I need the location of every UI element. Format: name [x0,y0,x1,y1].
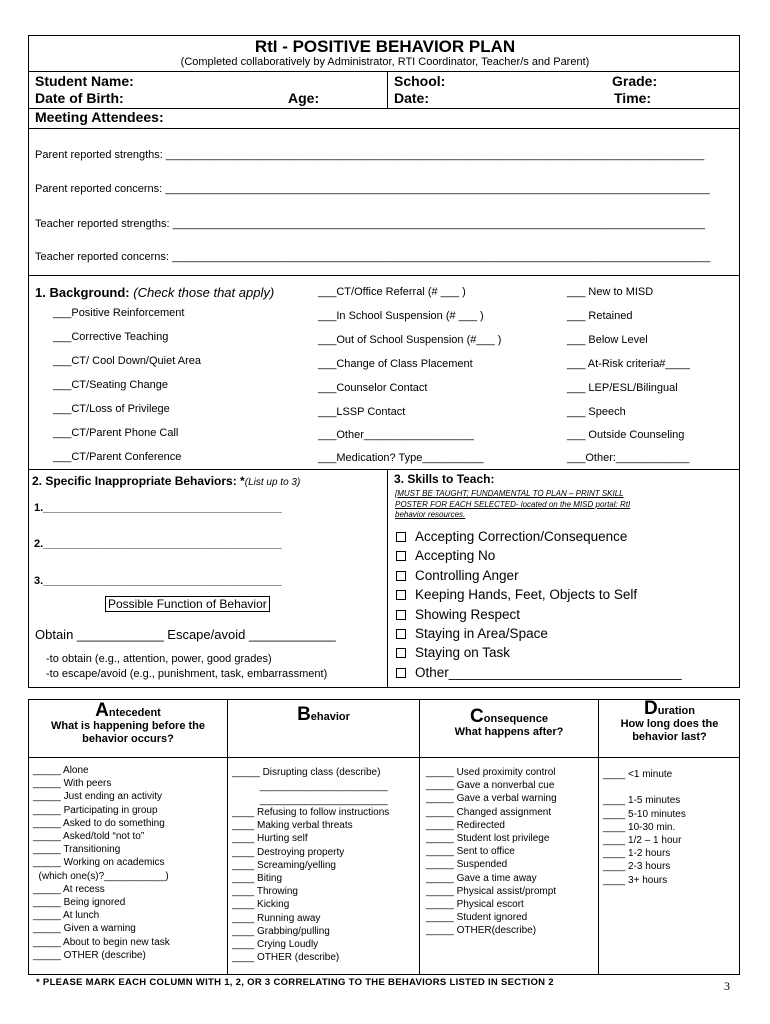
background-option[interactable]: ___Other:____________ [567,452,690,464]
antecedent-option[interactable]: _____ Working on academics [33,857,165,869]
skills-note-line: behavior resources. [395,510,466,519]
background-option[interactable]: ___CT/ Cool Down/Quiet Area [53,355,201,367]
behavior-option[interactable]: ____ Making verbal threats [232,820,353,832]
duration-list [603,768,686,887]
duration-option[interactable]: ____ 2-3 hours [603,861,671,873]
background-option[interactable]: ___ Speech [567,406,626,418]
background-option[interactable]: ___ Outside Counseling [567,429,685,441]
background-option[interactable]: ___CT/Loss of Privilege [53,403,170,415]
divider [28,71,740,72]
consequence-option[interactable]: _____ Gave a time away [426,872,537,884]
antecedent-option[interactable]: (which one(s)?___________) [33,870,169,882]
skill-item[interactable] [396,548,682,567]
consequence-option[interactable]: _____ Gave a nonverbal cue [426,780,555,792]
background-option[interactable]: ___CT/Seating Change [53,379,168,391]
meeting-attendees-field[interactable]: Meeting Attendees: [35,109,164,125]
duration-letter: D [643,698,658,719]
background-option[interactable]: ___ LEP/ESL/Bilingual [567,382,678,394]
background-option[interactable]: ___Out of School Suspension (#___ ) [318,334,502,346]
antecedent-option[interactable]: _____ Participating in group [33,804,158,816]
antecedent-option[interactable]: _____ Asked/told “not to” [33,831,145,843]
background-option[interactable]: ___In School Suspension (# ___ ) [318,310,484,322]
consequence-option[interactable]: _____ Sent to office [426,846,515,858]
divider [227,699,228,975]
behaviors-note: (List up to 3) [244,477,301,488]
behavior-option[interactable]: _______________________ [232,781,388,792]
consequence-title: onsequence [483,713,548,725]
duration-option[interactable]: ____ 10-30 min. [603,821,676,833]
background-option[interactable]: ___Change of Class Placement [318,358,473,370]
background-option[interactable]: ___Corrective Teaching [53,331,169,343]
skill-label: Accepting Correction/Consequence [415,529,628,544]
age-field[interactable]: Age: [288,90,320,106]
obtain-note: -to obtain (e.g., attention, power, good grades) [46,653,272,665]
dob-field[interactable]: Date of Birth: [35,90,124,106]
background-option[interactable]: ___CT/Parent Conference [53,451,182,463]
antecedent-option[interactable]: _____ Asked to do something [33,817,165,829]
behavior-option[interactable]: ____ Screaming/yelling [232,859,336,871]
checkbox-icon[interactable] [396,551,406,561]
behavior-title: ehavior [310,711,350,723]
antecedent-title: ntecedent [108,707,161,719]
divider [28,128,740,129]
antecedent-option[interactable]: _____ At lunch [33,910,100,922]
duration-option[interactable]: ____ 5-10 minutes [603,808,686,820]
antecedent-option[interactable]: _____ Given a warning [33,923,136,935]
consequence-option[interactable]: _____ Physical assist/prompt [426,885,557,897]
duration-header [599,698,740,744]
duration-option[interactable]: ____ 1-5 minutes [603,795,681,807]
antecedent-option[interactable]: _____ With peers [33,778,112,790]
obtain-escape-line[interactable]: Obtain ____________ Escape/avoid ____________ [35,627,336,642]
behaviors-heading [32,472,300,490]
footer-note: * PLEASE MARK EACH COLUMN WITH 1, 2, OR 3 CORRELATING TO THE BEHAVIORS LISTED IN SECTION 2 [36,977,554,988]
antecedent-option[interactable]: _____ Transitioning [33,844,121,856]
duration-option[interactable]: ____ 3+ hours [603,874,668,886]
page-title: RtI - POSITIVE BEHAVIOR PLAN [254,37,516,56]
behavior-option[interactable]: ____ Destroying property [232,846,345,858]
duration-option[interactable]: ____ 1-2 hours [603,848,671,860]
checkbox-icon[interactable] [396,590,406,600]
escape-note: -to escape/avoid (e.g., punishment, task, embarrassment) [46,668,328,680]
background-option[interactable]: ___ Below Level [567,334,648,346]
divider [419,699,420,975]
background-option[interactable]: ___ Retained [567,310,633,322]
skills-list [396,529,682,684]
consequence-question: What happens after? [454,726,564,738]
consequence-option[interactable]: _____ OTHER(describe) [426,925,537,937]
background-col3 [567,286,690,475]
duration-spacer [603,781,686,794]
skills-note-line: POSTER FOR EACH SELECTED- located on the MISD portal: RtI [395,499,631,509]
skill-item[interactable] [396,645,682,664]
background-instruction: (Check those that apply) [133,285,275,300]
skill-label: Staying on Task [415,645,511,661]
background-option[interactable]: ___Other__________________ [318,429,474,441]
behaviors-title: 2. Specific Inappropriate Behaviors: * [32,474,245,488]
divider [28,757,740,758]
behavior-option[interactable]: ____ Throwing [232,886,298,898]
consequence-option[interactable]: _____ Gave a verbal warning [426,793,557,805]
checkbox-icon[interactable] [396,571,406,581]
duration-option[interactable]: ____ 1/2 – 1 hour [603,835,682,846]
behavior-option[interactable]: ____ Crying Loudly [232,939,319,951]
antecedent-option[interactable]: _____ Just ending an activity [33,791,162,803]
background-col1 [53,307,201,475]
skills-note [395,489,630,521]
behavior-option[interactable]: ____ Refusing to follow instructions [232,807,390,818]
checkbox-icon[interactable] [396,629,406,639]
consequence-option[interactable]: _____ Redirected [426,819,505,831]
behavior-option[interactable]: ____ Grabbing/pulling [232,925,330,937]
student-name-field[interactable]: Student Name: [35,73,134,89]
divider [28,275,740,276]
background-option[interactable]: ___Counselor Contact [318,382,428,394]
behavior-option[interactable]: ____ OTHER (describe) [232,952,340,964]
skill-item[interactable] [396,568,682,587]
school-field[interactable]: School: [394,73,446,89]
antecedent-option[interactable]: _____ Alone [33,765,89,776]
duration-option[interactable]: ____ <1 minute [603,769,673,780]
antecedent-question: What is happening before the behavior occurs? [50,720,205,745]
antecedent-option[interactable]: _____ OTHER (describe) [33,949,146,961]
background-option[interactable]: ___CT/Parent Phone Call [53,427,179,439]
consequence-list [426,766,557,938]
background-option[interactable]: ___ At-Risk criteria#____ [567,358,690,370]
skill-item[interactable] [396,626,682,645]
consequence-option[interactable]: _____ Student lost privilege [426,833,550,845]
behavior-line-2[interactable]: 2._______________________________________ [34,538,282,550]
background-option[interactable]: ___LSSP Contact [318,406,406,418]
background-option[interactable]: ___Positive Reinforcement [53,307,185,319]
antecedent-header [29,700,227,746]
behavior-line-3[interactable]: 3._______________________________________ [34,575,282,587]
page-subtitle: (Completed collaboratively by Administrator, RTI Coordinator, Teacher/s and Parent) [180,56,590,68]
skill-item[interactable] [396,529,682,548]
skill-item[interactable] [396,607,682,626]
skill-item[interactable] [396,587,682,606]
skill-label: Showing Respect [415,606,521,622]
divider [28,469,740,470]
background-option[interactable]: ___Medication? Type__________ [318,452,484,464]
divider [387,71,388,108]
skill-item[interactable] [396,665,682,684]
grade-field[interactable]: Grade: [612,73,658,89]
background-option[interactable]: ___ New to MISD [567,286,654,298]
checkbox-icon[interactable] [396,532,406,542]
behavior-option[interactable]: ____ Hurting self [232,833,308,845]
page-number: 3 [724,979,730,993]
behavior-header [228,704,419,725]
antecedent-option[interactable]: _____ At recess [33,883,105,895]
consequence-option[interactable]: _____ Changed assignment [426,806,552,818]
checkbox-icon[interactable] [396,648,406,658]
duration-question: How long does the behavior last? [620,718,719,743]
checkbox-icon[interactable] [396,668,406,678]
duration-title: uration [657,705,695,717]
behavior-option[interactable]: ____ Biting [232,873,283,885]
behavior-line-1[interactable]: 1._______________________________________ [34,502,282,514]
antecedent-option[interactable]: _____ Being ignored [33,897,126,909]
skill-label: Other_______________________________ [415,664,682,680]
antecedent-list [33,764,170,962]
behavior-option[interactable]: _____ Disrupting class (describe) [232,767,381,778]
background-title: 1. Background: [35,285,130,300]
consequence-option[interactable]: _____ Used proximity control [426,767,556,778]
teacher-concerns-line[interactable]: Teacher reported concerns: ________________________________________________________________________________________ [35,251,711,263]
parent-concerns-line[interactable]: Parent reported concerns: _________________________________________________________________________________________ [35,183,710,195]
parent-strengths-line[interactable]: Parent reported strengths: ________________________________________________________________________________________ [35,149,705,161]
antecedent-option[interactable]: _____ About to begin new task [33,936,170,948]
date-field[interactable]: Date: [394,90,430,106]
consequence-letter: C [470,706,484,727]
behavior-option[interactable]: _______________________ [232,795,388,806]
skills-note-line: [MUST BE TAUGHT; FUNDAMENTAL TO PLAN – PRINT SKILL [395,489,624,498]
behavior-option[interactable]: ____ Running away [232,912,321,924]
consequence-option[interactable]: _____ Student ignored [426,912,528,924]
behavior-option[interactable]: ____ Kicking [232,899,290,911]
skill-label: Controlling Anger [415,567,519,583]
antecedent-letter: A [95,700,109,721]
background-col2 [318,286,501,475]
skills-heading: 3. Skills to Teach: [394,472,495,486]
consequence-header [420,706,598,739]
checkbox-icon[interactable] [396,610,406,620]
consequence-option[interactable]: _____ Suspended [426,859,508,871]
background-option[interactable]: ___CT/Office Referral (# ___ ) [318,286,466,298]
background-heading [35,285,274,300]
time-field[interactable]: Time: [614,90,652,106]
behavior-list [232,766,389,964]
divider [387,469,388,688]
behavior-letter: B [297,704,311,725]
teacher-strengths-line[interactable]: Teacher reported strengths: _______________________________________________________________________________________ [35,218,705,230]
skill-label: Accepting No [415,548,496,564]
skill-label: Keeping Hands, Feet, Objects to Self [415,587,638,603]
consequence-option[interactable]: _____ Physical escort [426,899,524,911]
function-title: Possible Function of Behavior [105,596,270,612]
skill-label: Staying in Area/Space [415,625,548,641]
